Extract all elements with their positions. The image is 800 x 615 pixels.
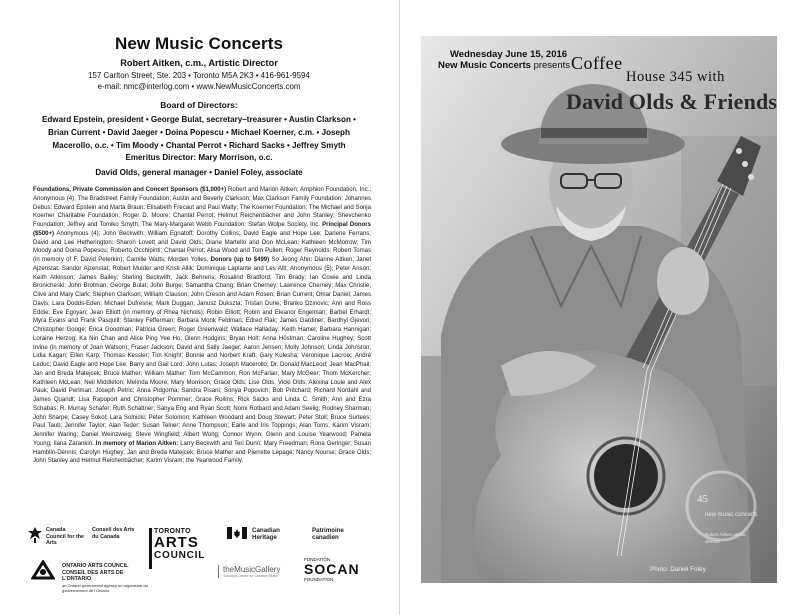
org-address: 157 Carlton Street, Ste. 203 • Toronto M5A 2K3 • 416-961-9594 bbox=[88, 71, 310, 80]
canadian-heritage-text: Canadian Heritage bbox=[252, 527, 280, 541]
canada-council-en: Canada Council for the Arts bbox=[46, 527, 85, 546]
oac-note: an Ontario government agency un organisme du gouvernement de l'Ontario bbox=[62, 582, 148, 593]
event-date: Wednesday June 15, 2016 bbox=[450, 49, 568, 60]
emeritus-director: Emeritus Director: Mary Morrison, o.c. bbox=[125, 153, 273, 162]
music-gallery-logo bbox=[218, 565, 297, 578]
sponsor-heading-principal: Principal Donors ($500+) bbox=[33, 222, 372, 237]
board-heading: Board of Directors: bbox=[160, 100, 238, 110]
event-headline: David Olds & Friends bbox=[566, 89, 778, 114]
sponsor-list bbox=[33, 186, 371, 466]
tac-bar bbox=[149, 528, 152, 569]
org-info bbox=[30, 34, 368, 177]
photo-illustration bbox=[421, 36, 777, 583]
funder-logos bbox=[28, 525, 373, 605]
event-coffee: Coffee bbox=[571, 53, 623, 73]
oac-name: ONTARIO ARTS COUNCIL bbox=[62, 563, 129, 569]
org-contact: e-mail: nmc@interlog.com • www.NewMusicConcerts.com bbox=[97, 82, 301, 91]
artistic-director: Robert Aitken, c.m., Artistic Director bbox=[120, 58, 278, 68]
socan-foundation: FOUNDATION bbox=[304, 577, 334, 582]
cao-name: CONSEIL DES ARTS DE L'ONTARIO bbox=[62, 569, 124, 582]
performer-photo bbox=[421, 36, 777, 583]
toronto-arts-council-logo bbox=[154, 528, 224, 561]
music-gallery-name: theMusicGallery bbox=[223, 565, 281, 574]
patrimoine-text: Patrimoine canadien bbox=[312, 527, 344, 541]
canada-council-fr: Conseil des Arts du Canada bbox=[92, 527, 135, 540]
tac-council: COUNCIL bbox=[154, 550, 206, 561]
tac-toronto: TORONTO bbox=[154, 528, 191, 535]
presenter-line bbox=[430, 60, 570, 71]
watermark-number: 45 bbox=[697, 493, 708, 505]
board-members: Edward Epstein, president • George Bulat, secretary–treasurer • Austin Clarkson • Brian Current • David Jaeger • Doina Popescu • Michael Koerner, c.m. • Joseph Macerollo, o.c. • Tim Moody • Chantal Perrot • Richard Sacks • Jeffrey Smyth bbox=[41, 115, 357, 150]
presents-word: presents bbox=[533, 60, 570, 71]
music-gallery-sub: Toronto's Centre for Creative Music bbox=[223, 574, 278, 578]
staff-line: David Olds, general manager • Daniel Foley, associate bbox=[95, 168, 303, 177]
oac-logo-icon bbox=[31, 560, 55, 580]
sponsor-heading-memory: In memory of Marion Aitken: bbox=[95, 440, 179, 447]
page-fold bbox=[399, 0, 400, 615]
event-house: House 345 with bbox=[626, 69, 725, 85]
socan-name: SOCAN bbox=[304, 561, 360, 577]
watermark-sub: Robert Aitken artistic director bbox=[705, 532, 747, 544]
canada-council-text bbox=[46, 527, 136, 547]
photo-credit: Photo: Daniel Foley bbox=[650, 566, 706, 573]
canada-flag-icon bbox=[227, 527, 247, 539]
sponsor-text-major: Robert and Marion Aitken; Amphion Foundation, Inc.; Anonymous (4); The Bradstreet Family Foundation; Austin and Beverly Clarkson; Max Clarkson Family Foundation; Johannes Debus; Edward Epstein and Marta Braun; Elisabeth Frecaut and Paul Walty; The Koerner Foundation; The Michael and Sonja Koerner Charitable Foundation; Roger D. Moore; Chantal Perrot; Helmut Reichenbächer and John Stanley; Shevchenko Foundation; Jeffrey and Tomiko Smyth; The Mary-Margaret Webb Foundation; Stefan Wolpe Society, Inc. bbox=[33, 187, 371, 228]
sponsor-text-donors: So Jeong Ahn; Dianne Aitken; Janet Ajzenstat; Sandor Ajzenstat; Robert Mulder and Kristi Allik; Dominique Laplante and Les Allt; Anonymous (5); Peter Anson; Keith Atkinson; James Bailey; Sterling Beckwith; Jack Behrens; Rosalind Bradford; Tim Brady; Ian Cowie and Linda Bronicheski; John Brotman; George Bulat; John Burge; Samantha Chang; Brian Cherney; Lawrence Cherney; Max Christie; Clive and Mary Clark; Stephen Clarkson; William Clauson; John Creson and Adam Rosen; Brian Current; Omar Daniel; James Davis; Lara Dodds-Eden; Michael Dufresne; Mark Duggan; Janusz Dukszta; Tristan Durie; Branko Dzinovic; Ann and Ross Eddie; Eve Egoyan; Jean Elliott (in memory of Rhea Nichols); Robin Elliott; Robin and Eleanor Engelman; Barbel Erhardt; Myra Evans and Frank Pasquill; Stanley Fefferman; Barbara Monk Feldman; Edred Flak; James Gardiner; Bardhyl Gjevori; Christopher Googe; Erica Goodman; Patricia Green; Roger Greenwald; Wallace Halladay; Keith Hamel; Barbara Hannigan; Loraine Herzog; Ka Nin Chan and Alice Ping Yee Ho; Glenn Hodgins; Bryan Holt; Anna Höstman; Caroline Hughey; Scott Irvine (in memory of Joan Watson); Fraser Jackson; David and Sally Jaeger; Aaron Jensen; Molly Johnson; Linda Johnston; Lidia Kagan; Ellen Karp; Thomas Kessler; Tim Knight; Bonnie and Norbert Kraft; Gary Kulesha; Véronique Lacroix; André Leduc; David Eagle and Hope Lee; Barry and Gail Lord; John Lutas; Joseph Macerollo; Dr. Donald MacLeod; Jean MacPhail; Jan and Breda Matejcek; Bruce Mather; William Mather; Tom McCammon; Ron McFarlan; Mary McGeer; Thom McKercher; Kathleen McLean; Neil Middleton; Melinda Moore; Mary Morrison; Grace Olds; Lise Olds; Vicki Olds; Alexina Louie and Alex Pauk; David Perlman; Joseph Petric; Anna Pidgorna; Sandra Pisani; Sonya Popovich; Bob Pritchard; Richard Nordahl and James Quandt; Lisa Rapoport and Christopher Pommer; Grace Rollins; Rick Sacks and Linda C. Smith; Ann and Ezra Schabas; R. Murray Schafer; Ruth Schattner; Sanya Eng and Ryan Scott; Nomi Rotbard and Adam Seelig; Rodney Sharman; John Sharpe; Casey Sokol; Lara Solnicki; Peter Solomon; Kathleen Woodard and Doug Stewart; Peter Stoll; Bruce Surtees; Paul Taub; Jennifer Taylor; Alan Teder; Susan Telner; Anne Thompson; Earle and Iris Toppings; Alan Toms; Karim Visram; Jennifer Waring; Daniel Weinzweig; Steve Wingfield; Albert Wong; Connor Wynn; Glenn and Louise Yearwood; Pamela Young; Ilana Zarankin. bbox=[33, 257, 371, 447]
socan-fondation: FONDATION bbox=[304, 557, 331, 562]
watermark-text: new music concerts bbox=[705, 512, 758, 518]
socan-foundation-logo bbox=[304, 557, 370, 582]
oac-text bbox=[62, 563, 152, 593]
presenter-name: New Music Concerts bbox=[438, 60, 531, 71]
sponsor-text-principal: Anonymous (4); John Beckwith; William Egnatoff; Dorothy Collins; David Eagle and Hope Lee; Darlene Ferrans; David and Lee Hetherington; Sharon Lovett and David Olds; Diane Martello and Don McLean; Kathleen McMorrow; Tim Moody and Doina Popescu; Roberto Occhipinti; Chantal Perrot; Alisa Wood and Tom Pullen; Roger Reynolds; Robert Tomas (in memory of F. David Peterkin); Camille Watts; Morden Yolles. bbox=[33, 230, 371, 263]
sponsor-heading-major: Foundations, Private Commission and Concert Sponsors ($1,000+) bbox=[33, 187, 227, 193]
tac-arts: ARTS bbox=[154, 534, 199, 551]
sponsor-text-memory: Larry Beckwith and Teri Dunn; Mary Freedman; Rona Geringer; Susan Hamblin-Dennis; Carolyn Hughey; Jan and Breda Matejcek; Bruce Mather and Pierrette Lepage; Nancy Nourse; Grace Olds; John Stanley and Helmut Reichenbächer; Karim Visram; the Yearwood Family. bbox=[33, 440, 372, 465]
sponsor-heading-donors: Donors (up to $499) bbox=[210, 257, 270, 263]
org-name: New Music Concerts bbox=[114, 34, 284, 53]
canada-council-logo-icon bbox=[28, 527, 42, 543]
